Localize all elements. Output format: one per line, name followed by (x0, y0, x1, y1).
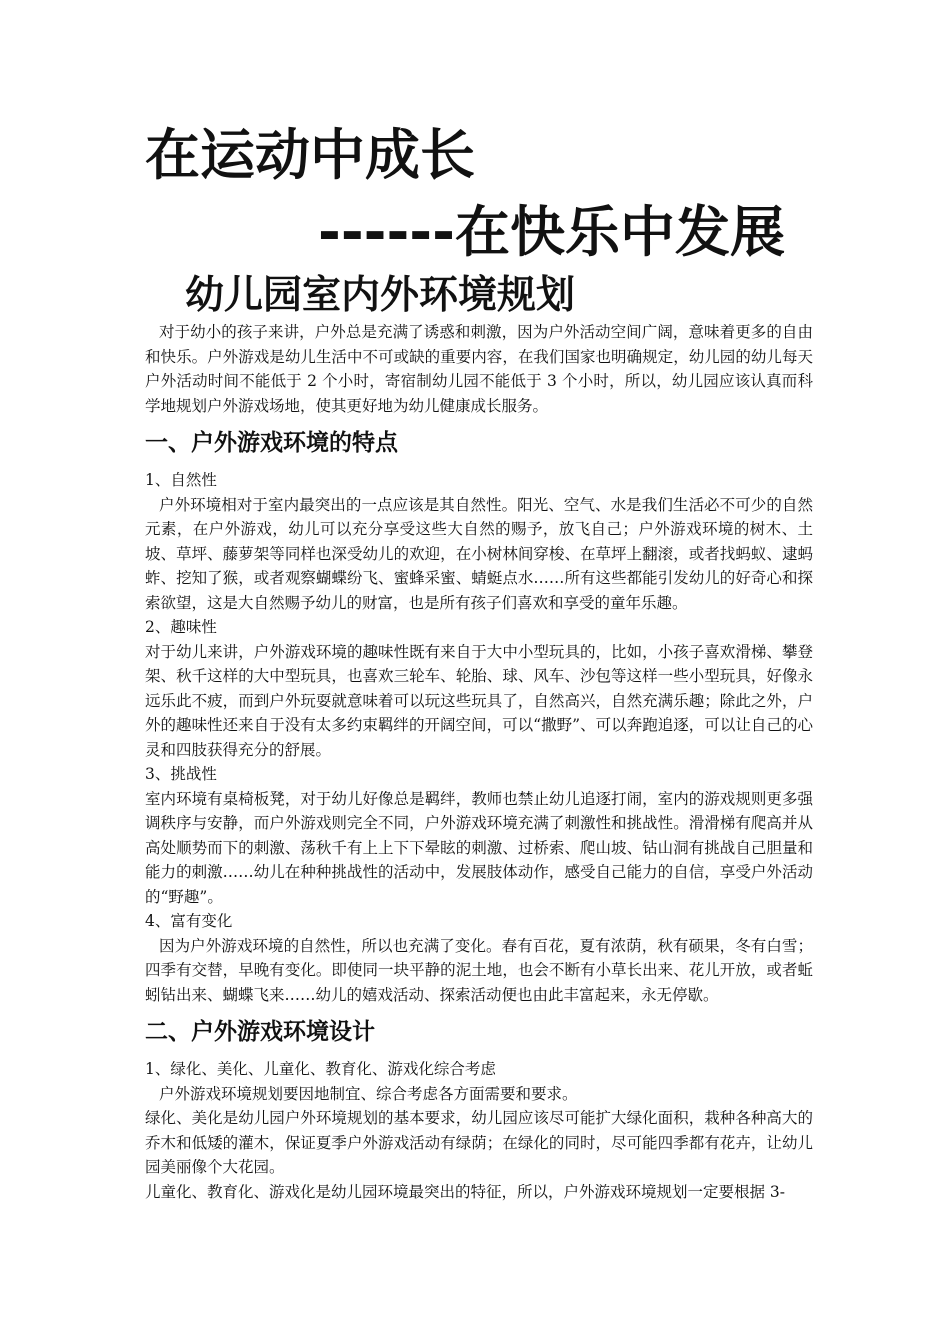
section2-paragraph-2: 绿化、美化是幼儿园户外环境规划的基本要求，幼儿园应该尽可能扩大绿化面积，栽种各种高大的乔木和低矮的灌木，保证夏季户外游戏活动有绿荫；在绿化的同时，尽可能四季都有花卉，让幼儿园美丽像个大花园。 (145, 1109, 813, 1176)
section2-paragraph-1: 户外游戏环境规划要因地制宜、综合考虑各方面需要和要求。 (159, 1084, 578, 1103)
item1-text: 户外环境相对于室内最突出的一点应该是其自然性。阳光、空气、水是我们生活必不可少的自然元素，在户外游戏，幼儿可以充分享受这些大自然的赐予，放飞自己；户外游戏环境的树木、土坡、草坪、藤萝架等同样也深受幼儿的欢迎，在小树林间穿梭、在草坪上翻滚，或者找蚂蚁、逮蚂蚱、挖知了猴，或者观察蝴蝶纷飞、蜜蜂采蜜、蜻蜓点水……所有这些都能引发幼儿的好奇心和探索欲望，这是大自然赐予幼儿的财富，也是所有孩子们喜欢和享受的童年乐趣。 (145, 495, 813, 612)
topic-title: 幼儿园室内外环境规划 (185, 273, 576, 318)
sub-title: ------在快乐中发展 (318, 200, 785, 264)
item1-label: 1、自然性 (145, 471, 217, 489)
intro-paragraph: 对于幼小的孩子来讲，户外总是充满了诱惑和刺激，因为户外活动空间广阔，意味着更多的自由和快乐。户外游戏是幼儿生活中不可或缺的重要内容，在我们国家也明确规定，幼儿园的幼儿每天户外活动时间不能低于 2 个小时，寄宿制幼儿园不能低于 3 个小时，所以，幼儿园应该认真而科学地规划户外游戏场地，使其更好地为幼儿健康成长服务。 (145, 323, 813, 415)
document-body (145, 320, 813, 1204)
item2-label: 2、趣味性 (145, 618, 217, 636)
item2-text: 对于幼儿来讲，户外游戏环境的趣味性既有来自于大中小型玩具的，比如，小孩子喜欢滑梯、攀登架、秋千这样的大中型玩具，也喜欢三轮车、轮胎、球、风车、沙包等这样一些小型玩具，好像永远乐此不疲，而到户外玩耍就意味着可以玩这些玩具了，自然高兴，自然充满乐趣；除此之外，户外的趣味性还来自于没有太多约束羁绊的开阔空间，可以“撒野”、可以奔跑追逐，可以让自己的心灵和四肢获得充分的舒展。 (145, 642, 813, 759)
item3-text: 室内环境有桌椅板凳，对于幼儿好像总是羁绊，教师也禁止幼儿追逐打闹，室内的游戏规则更多强调秩序与安静，而户外游戏则完全不同，户外游戏环境充满了刺激性和挑战性。滑滑梯有爬高并从高处顺势而下的刺激、荡秋千有上上下下晕眩的刺激、过桥索、爬山坡、钻山洞有挑战自己胆量和能力的刺激……幼儿在种种挑战性的活动中，发展肢体动作，感受自己能力的自信，享受户外活动的“野趣”。 (145, 789, 813, 906)
section2-sub-label: 1、绿化、美化、儿童化、教育化、游戏化综合考虑 (145, 1060, 496, 1078)
section1-heading: 一、户外游戏环境的特点 (145, 430, 398, 456)
item3-label: 3、挑战性 (145, 765, 217, 783)
item4-label: 4、富有变化 (145, 912, 233, 930)
section2-paragraph-3: 儿童化、教育化、游戏化是幼儿园环境最突出的特征，所以，户外游戏环境规划一定要根据 3- (145, 1182, 786, 1201)
main-title: 在运动中成长 (145, 123, 476, 187)
section2-heading: 二、户外游戏环境设计 (145, 1019, 375, 1045)
item4-text: 因为户外游戏环境的自然性，所以也充满了变化。春有百花，夏有浓荫，秋有硕果，冬有白雪；四季有交替，早晚有变化。即使同一块平静的泥土地，也会不断有小草长出来、花儿开放，或者蚯蚓钻出来、蝴蝶飞来……幼儿的嬉戏活动、探索活动便也由此丰富起来，永无停歇。 (145, 936, 813, 1004)
